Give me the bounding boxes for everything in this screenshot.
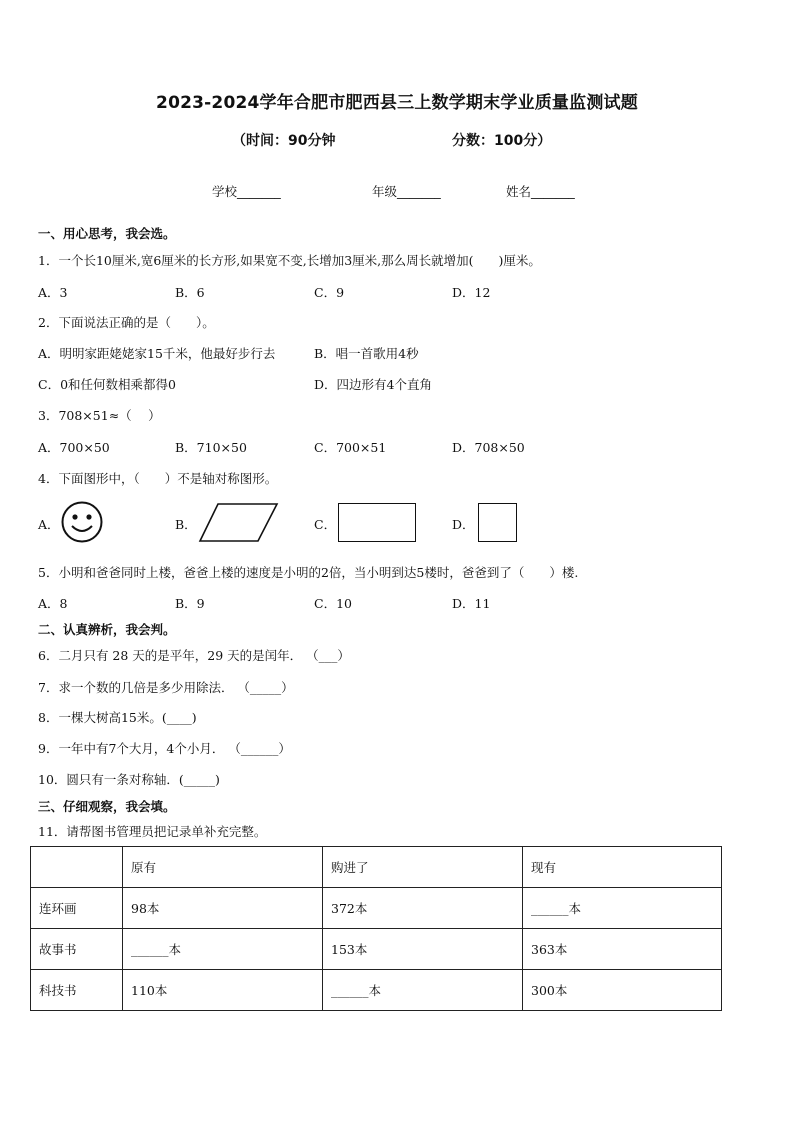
rectangle-shape xyxy=(338,503,416,542)
table-cell: ______本 xyxy=(523,888,722,929)
q4-option-d: D． xyxy=(452,517,475,532)
table-cell: 300本 xyxy=(523,970,722,1011)
table-cell: 故事书 xyxy=(31,929,123,970)
page-title: 2023-2024学年合肥市肥西县三上数学期末学业质量监测试题 xyxy=(156,93,638,113)
q1-option-d: D．12 xyxy=(452,285,491,300)
q4-option-c: C． xyxy=(314,517,337,532)
table-cell: 153本 xyxy=(323,929,523,970)
section-2-heading: 二、认真辨析，我会判。 xyxy=(38,622,176,637)
q1-option-b: B．6 xyxy=(175,285,205,300)
q1-option-c: C．9 xyxy=(314,285,345,300)
q3-option-b: B．710×50 xyxy=(175,440,247,455)
table-row xyxy=(31,888,722,929)
q5-option-b: B．9 xyxy=(175,596,205,611)
table-cell: 363本 xyxy=(523,929,722,970)
section-1-heading: 一、用心思考，我会选。 xyxy=(38,226,176,241)
q5-option-d: D．11 xyxy=(452,596,491,611)
question-2: 2．下面说法正确的是（ ）。 xyxy=(38,315,215,330)
section-3-heading: 三、仔细观察，我会填。 xyxy=(38,799,176,814)
question-4: 4．下面图形中，（ ）不是轴对称图形。 xyxy=(38,471,278,486)
table-cell: 110本 xyxy=(123,970,323,1011)
q4-option-b: B． xyxy=(175,517,197,532)
q2-option-c: C．0和任何数相乘都得0 xyxy=(38,377,176,392)
question-11: 11．请帮图书管理员把记录单补充完整。 xyxy=(38,824,267,839)
question-1: 1．一个长10厘米,宽6厘米的长方形,如果宽不变,长增加3厘米,那么周长就增加( )厘米。 xyxy=(38,253,541,268)
question-9: 9．一年中有7个大月，4个小月． （______） xyxy=(38,741,291,756)
table-cell: 372本 xyxy=(323,888,523,929)
question-5: 5．小明和爸爸同时上楼，爸爸上楼的速度是小明的2倍，当小明到达5楼时，爸爸到了（ ）楼. xyxy=(38,565,579,580)
table-cell: ______本 xyxy=(123,929,323,970)
q2-option-d: D．四边形有4个直角 xyxy=(314,377,432,392)
table-row xyxy=(31,970,722,1011)
q5-option-a: A．8 xyxy=(38,596,68,611)
question-6: 6．二月只有 28 天的是平年，29 天的是闰年． （___） xyxy=(38,648,350,663)
table-header-cell: 现有 xyxy=(523,847,722,888)
table-header-cell xyxy=(31,847,123,888)
q3-option-c: C．700×51 xyxy=(314,440,387,455)
q2-option-a: A．明明家距姥姥家15千米，他最好步行去 xyxy=(38,346,276,361)
q2-option-b: B．唱一首歌用4秒 xyxy=(314,346,419,361)
q3-option-d: D．708×50 xyxy=(452,440,525,455)
question-8: 8．一棵大树高15米。(____) xyxy=(38,710,197,725)
table-header-cell: 购进了 xyxy=(323,847,523,888)
q1-option-a: A．3 xyxy=(38,285,68,300)
q4-option-a: A． xyxy=(38,517,60,532)
question-3: 3．708×51≈（ ） xyxy=(38,408,161,423)
table-cell: 科技书 xyxy=(31,970,123,1011)
q3-option-a: A．700×50 xyxy=(38,440,110,455)
exam-time: （时间：90分钟 xyxy=(232,133,336,149)
table-cell: ______本 xyxy=(323,970,523,1011)
q5-option-c: C．10 xyxy=(314,596,352,611)
square-shape xyxy=(478,503,517,542)
exam-score: 分数：100分） xyxy=(452,133,552,149)
table-row xyxy=(31,929,722,970)
parallelogram-shape xyxy=(198,502,280,544)
table-cell: 连环画 xyxy=(31,888,123,929)
table-header-cell: 原有 xyxy=(123,847,323,888)
school-field: 学校_______ xyxy=(212,184,281,199)
question-7: 7．求一个数的几倍是多少用除法． （_____） xyxy=(38,680,294,695)
question-10: 10．圆只有一条对称轴．(_____) xyxy=(38,772,220,787)
grade-field: 年级_______ xyxy=(372,184,441,199)
name-field: 姓名_______ xyxy=(506,184,575,199)
table-cell: 98本 xyxy=(123,888,323,929)
smiley-face-icon xyxy=(60,500,104,544)
record-table xyxy=(30,846,722,1011)
table-header-row xyxy=(31,847,722,888)
